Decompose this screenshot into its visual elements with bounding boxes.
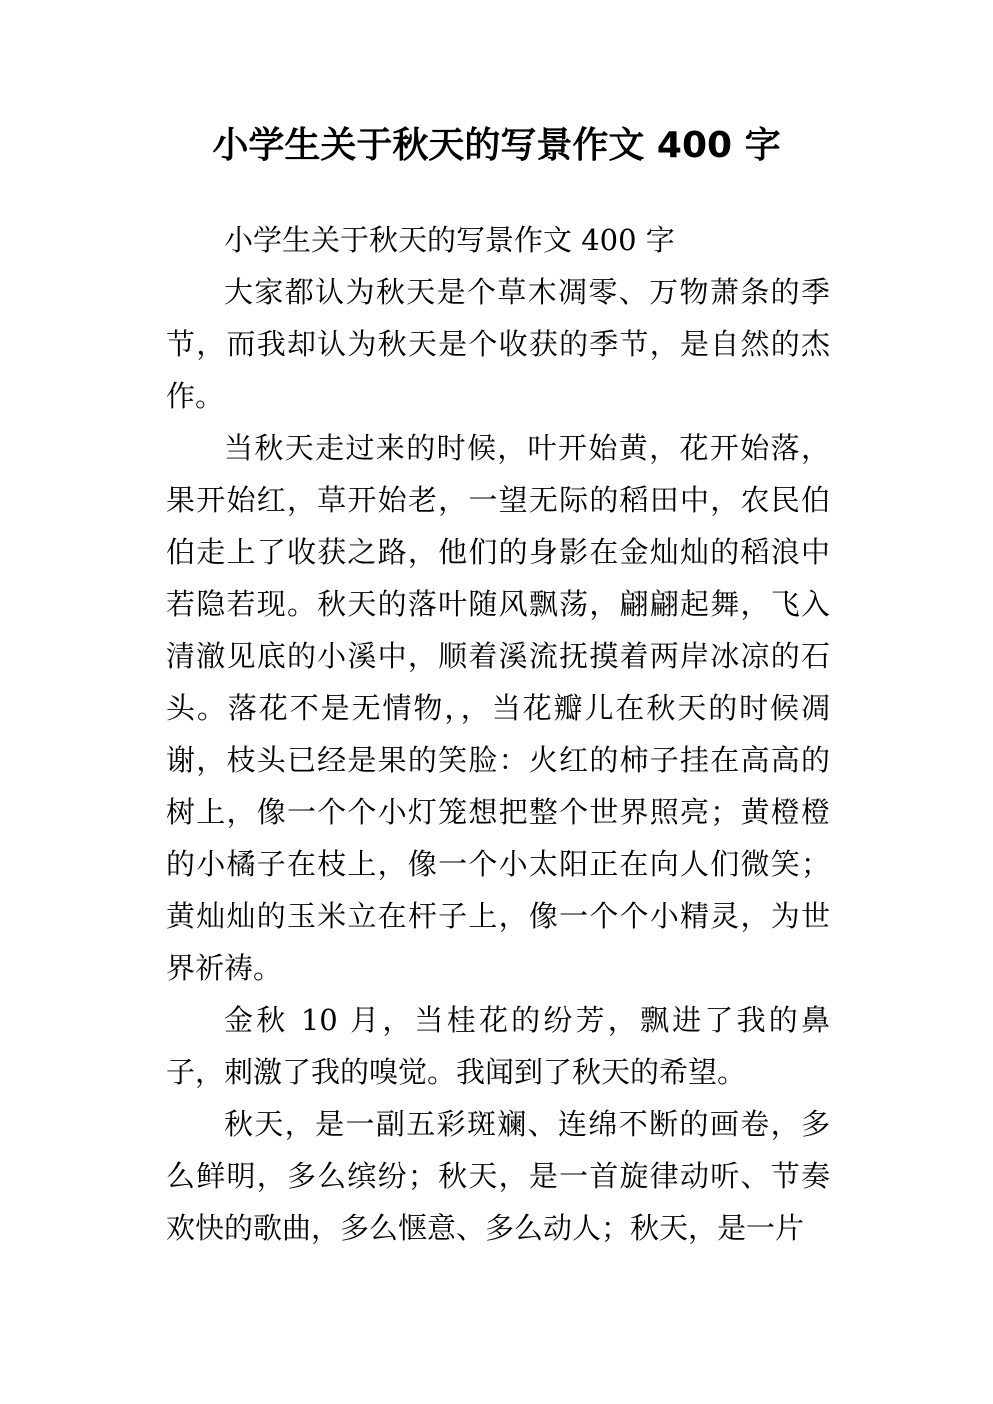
document-title: 小学生关于秋天的写景作文 400 字 (212, 125, 781, 166)
paragraph-intro: 大家都认为秋天是个草木凋零、万物萧条的季节，而我却认为秋天是个收获的季节，是自然的杰作。 (166, 275, 830, 413)
paragraph-osmanthus: 金秋 10 月，当桂花的纷芳，飘进了我的鼻子，刺激了我的嗅觉。我闻到了秋天的希望。 (166, 1003, 830, 1089)
paragraph-subtitle: 小学生关于秋天的写景作文 400 字 (224, 223, 675, 257)
paragraph-autumn-praise: 秋天，是一副五彩斑斓、连绵不断的画卷，多么鲜明，多么缤纷；秋天，是一首旋律动听、节奏欢快的歌曲，多么惬意、多么动人；秋天，是一片 (166, 1107, 830, 1245)
document-body (166, 214, 830, 1254)
paragraph-autumn-scene: 当秋天走过来的时候，叶开始黄，花开始落，果开始红，草开始老，一望无际的稻田中，农民伯伯走上了收获之路，他们的身影在金灿灿的稻浪中若隐若现。秋天的落叶随风飘荡，翩翩起舞，飞入清澈见底的小溪中，顺着溪流抚摸着两岸冰凉的石头。落花不是无情物，，当花瓣儿在秋天的时候凋谢，枝头已经是果的笑脸：火红的柿子挂在高高的树上，像一个个小灯笼想把整个世界照亮；黄橙橙的小橘子在枝上，像一个小太阳正在向人们微笑；黄灿灿的玉米立在杆子上，像一个个小精灵，为世界祈祷。 (166, 431, 830, 985)
